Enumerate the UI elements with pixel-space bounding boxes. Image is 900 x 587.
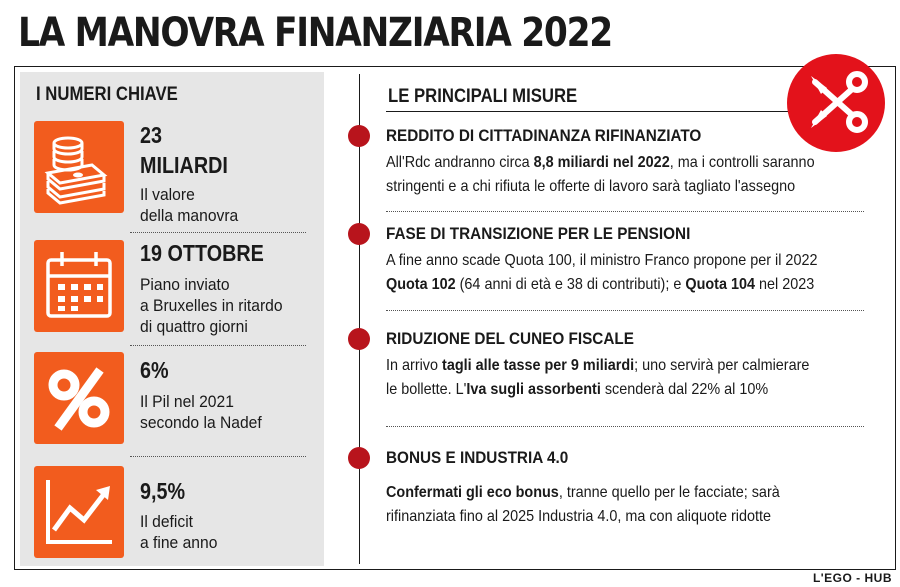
key-numbers-title: I NUMERI CHIAVE [36, 84, 178, 105]
kpi-value-date: 19 OTTOBRE [140, 240, 264, 266]
measure-separator [386, 426, 864, 427]
kpi-value-deficit: 9,5% [140, 478, 186, 504]
measure-title-tax-wedge: RIDUZIONE DEL CUNEO FISCALE [386, 329, 634, 348]
measure-body-rdc: All'Rdc andranno circa 8,8 miliardi nel 2022, ma i controlli saranno stringenti e a chi rifiuta le offerte di lavoro sarà tagliato l'assegno [386, 154, 815, 195]
credit-label: L'EGO - HUB [812, 571, 892, 585]
percent-icon [34, 352, 124, 444]
measure-separator [386, 211, 864, 212]
timeline-line [359, 74, 360, 564]
calendar-icon [34, 240, 124, 332]
scissors-icon [787, 54, 885, 152]
measure-separator [386, 310, 864, 311]
measure-body-pensions: A fine anno scade Quota 100, il ministro Franco propone per il 2022 Quota 102 (64 anni di età e 38 di contributi); e Quota 104 nel 2023 [386, 252, 818, 293]
measure-title-rdc: REDDITO DI CITTADINANZA RIFINANZIATO [386, 126, 702, 145]
main-measures-title: LE PRINCIPALI MISURE [388, 86, 578, 107]
kpi-separator [130, 232, 306, 233]
kpi-separator [130, 456, 306, 457]
measure-body-bonus: Confermati gli eco bonus, tranne quello per le facciate; sarà rifinanziata fino al 2025 Industria 4.0, ma con aliquote ridotte [386, 484, 780, 525]
measure-body-tax-wedge: In arrivo tagli alle tasse per 9 miliardi; uno servirà per calmierare le bollette. L'Iva sugli assorbenti scenderà dal 22% al 10% [386, 357, 810, 398]
timeline-dot [348, 447, 370, 469]
timeline-dot [348, 328, 370, 350]
timeline-dot [348, 125, 370, 147]
measure-title-bonus: BONUS E INDUSTRIA 4.0 [386, 448, 569, 467]
kpi-value-gdp: 6% [140, 357, 169, 383]
growth-chart-icon [34, 466, 124, 558]
coins-money-icon [34, 121, 124, 213]
kpi-desc-date: Piano inviato a Bruxelles in ritardo di quattro giorni [140, 275, 283, 336]
kpi-separator [130, 345, 306, 346]
measure-title-pensions: FASE DI TRANSIZIONE PER LE PENSIONI [386, 224, 691, 243]
kpi-desc-deficit: Il deficit a fine anno [140, 512, 218, 552]
timeline-dot [348, 223, 370, 245]
kpi-desc-amount: Il valore della manovra [140, 185, 239, 225]
kpi-value-amount: 23 MILIARDI [140, 122, 228, 178]
page-title: LA MANOVRA FINANZIARIA 2022 [18, 10, 612, 56]
title-underline [386, 111, 794, 112]
kpi-desc-gdp: Il Pil nel 2021 secondo la Nadef [140, 392, 262, 432]
